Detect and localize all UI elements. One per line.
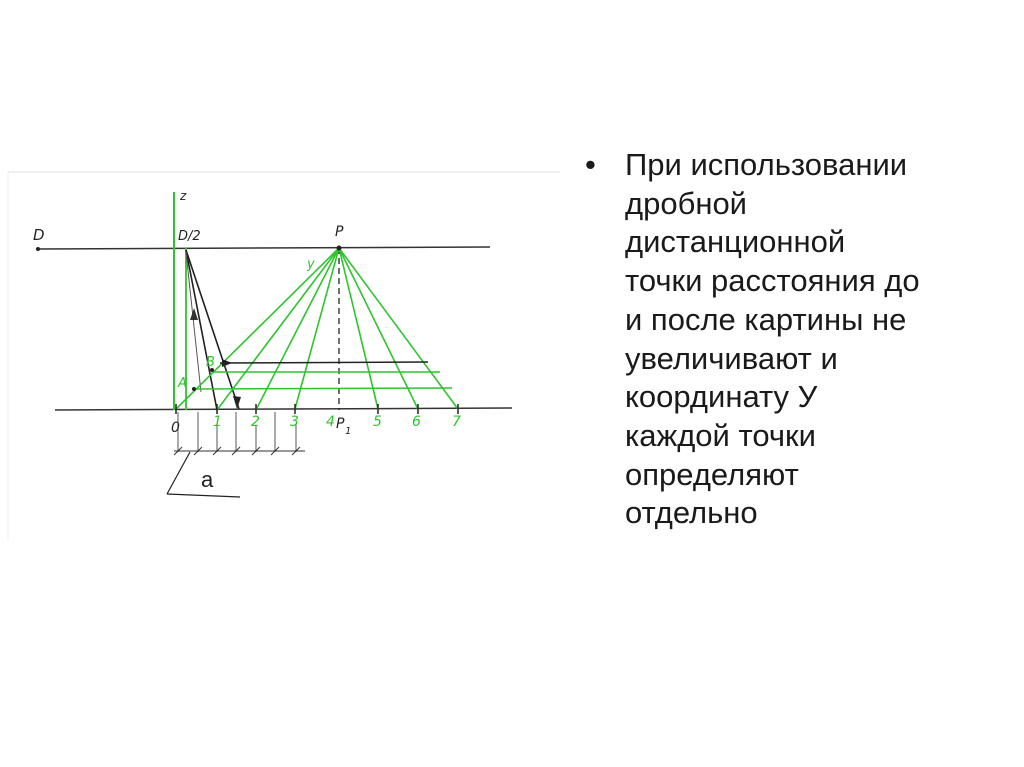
label-a-point: A	[178, 376, 187, 391]
label-p: P	[335, 224, 344, 240]
horizontal-a	[194, 388, 452, 389]
horizon-line	[36, 247, 490, 249]
rays-from-p	[176, 248, 458, 410]
bullet-marker: •	[585, 147, 596, 182]
horizontal-b-arrow-line	[220, 362, 428, 363]
point-d	[36, 247, 40, 251]
point-a	[192, 387, 196, 391]
ray-to-2	[256, 248, 339, 410]
arrowhead-b	[222, 359, 232, 367]
tick-label-6: 6	[412, 414, 421, 430]
tick-label-4: 4	[326, 414, 335, 430]
label-p1-sub: 1	[345, 426, 352, 437]
tick-label-5: 5	[373, 414, 382, 430]
ray-to-6	[339, 248, 418, 409]
label-b: B	[206, 355, 215, 370]
ground-line	[55, 408, 512, 410]
tick-label-2: 2	[251, 414, 260, 430]
point-p	[337, 246, 342, 251]
arrowhead-d2	[233, 396, 241, 409]
horizontal-lines	[194, 372, 452, 389]
ray-to-5	[339, 248, 378, 409]
ray-to-1	[217, 248, 339, 410]
label-d: D	[33, 226, 45, 244]
label-d2: D/2	[178, 229, 201, 244]
label-z: z	[180, 189, 187, 203]
tick-label-0: 0	[171, 420, 180, 436]
a-leader-base	[167, 494, 240, 497]
bullet-text: При использовании дробной дистанционной точки расстояния до и после картины не увеличивают и координату У каждой точки определяют отдельно	[625, 147, 920, 531]
a-leader-slant	[167, 452, 190, 494]
label-a-distance: a	[201, 467, 214, 492]
tick-label-7: 7	[452, 414, 461, 430]
tick-label-1: 1	[213, 414, 222, 430]
label-y: y	[307, 257, 315, 272]
ray-to-7	[339, 248, 458, 409]
tick-label-3: 3	[290, 414, 299, 430]
label-p1: P	[336, 416, 345, 432]
measure-verticals	[178, 412, 296, 452]
ray-to-3	[295, 248, 339, 409]
